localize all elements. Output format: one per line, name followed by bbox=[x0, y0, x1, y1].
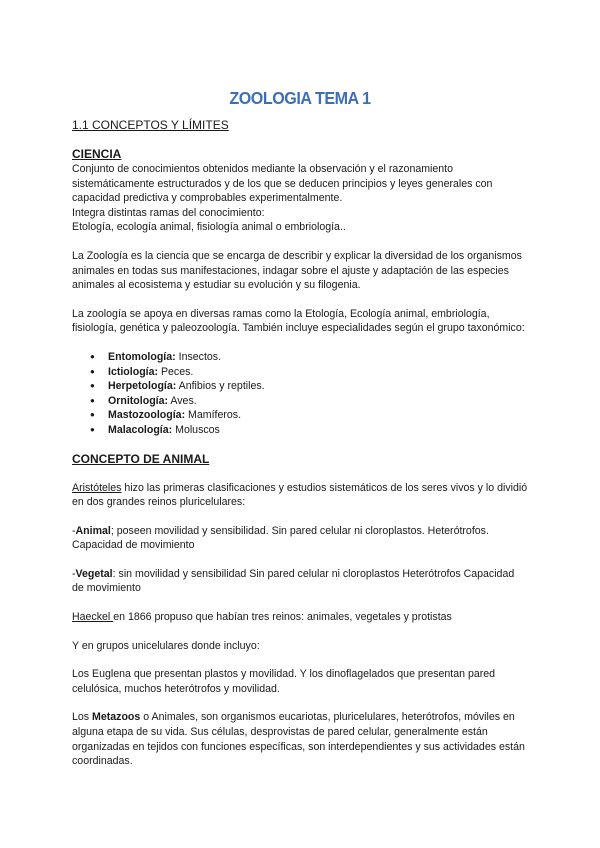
definition-line: Conjunto de conocimientos obtenidos mediante la observación y el razonamiento bbox=[72, 163, 454, 175]
specialty-desc: Peces. bbox=[158, 365, 194, 378]
ciencia-definition bbox=[72, 162, 528, 235]
heading-ciencia: CIENCIA bbox=[72, 147, 122, 161]
animal-paragraph bbox=[72, 524, 528, 553]
specialty-name: Entomología: bbox=[108, 350, 176, 363]
specialty-name: Malacología: bbox=[108, 423, 173, 436]
vegetal-prefix: - bbox=[72, 567, 76, 580]
list-item bbox=[90, 408, 528, 423]
definition-line: capacidad predictiva y comprobables experimentalmente. bbox=[72, 192, 343, 205]
metazoos-paragraph bbox=[72, 710, 528, 768]
animal-text: ; poseen movilidad y sensibilidad. Sin pared celular ni cloroplastos. Heterótrofos. Capacidad de movimiento bbox=[72, 524, 489, 552]
zoology-definition: La Zoología es la ciencia que se encarga de describir y explicar la diversidad de los organismos animales en todas sus manifestaciones, indagar sobre el ajuste y adaptación de las especies animales al ecosistema y estudiar su evolución y su filogenia. bbox=[72, 249, 522, 292]
aristoteles-paragraph bbox=[72, 481, 528, 510]
definition-line: Etología, ecología animal, fisiología animal o embriología.. bbox=[72, 221, 346, 234]
animal-prefix: - bbox=[72, 524, 76, 537]
specialty-desc: Mamíferos. bbox=[185, 409, 242, 422]
section-subtitle: 1.1 CONCEPTOS Y LÍMITES bbox=[72, 118, 229, 132]
document-title: ZOOLOGIA TEMA 1 bbox=[229, 88, 371, 108]
specialty-name: Herpetología: bbox=[108, 380, 177, 393]
specialty-name: Mastozoología: bbox=[108, 409, 186, 422]
branches-intro: La zoología se apoya en diversas ramas como la Etología, Ecología animal, embriología, fisiología, genética y paleozoología. También incluye especialidades según el grupo taxonómico: bbox=[72, 307, 525, 335]
animal-term: Animal bbox=[75, 524, 111, 537]
metazoos-text: o Animales, son organismos eucariotas, pluricelulares, heterótrofos, móviles en alguna etapa de su vida. Sus células, desprovistas de pared celular, generalmente están organizadas en tejidos con funciones específicas, son interdependientes y sus actividades están coordinadas. bbox=[72, 711, 525, 768]
specialty-desc: Moluscos bbox=[172, 423, 220, 436]
aristoteles-text: hizo las primeras clasificaciones y estudios sistemáticos de los seres vivos y lo dividió en dos grandes reinos pluricelulares: bbox=[72, 481, 528, 509]
list-item bbox=[90, 394, 528, 409]
definition-line: Integra distintas ramas del conocimiento: bbox=[72, 206, 265, 219]
list-item bbox=[90, 365, 528, 380]
haeckel-text: en 1866 propuso que habían tres reinos: animales, vegetales y protistas bbox=[113, 611, 452, 624]
vegetal-text: : sin movilidad y sensibilidad Sin pared celular ni cloroplastos Heterótrofos Capacidad de movimiento bbox=[72, 567, 515, 595]
heading-concepto-animal: CONCEPTO DE ANIMAL bbox=[72, 451, 210, 466]
specialties-list bbox=[72, 350, 528, 438]
euglena-paragraph: Los Euglena que presentan plastos y movilidad. Y los dinoflagelados que presentan pared celulósica, muchos heterótrofos y movilidad. bbox=[72, 668, 496, 695]
specialty-name: Ictiología: bbox=[108, 365, 159, 378]
list-item bbox=[90, 350, 528, 365]
specialty-desc: Anfibios y reptiles. bbox=[176, 380, 265, 393]
haeckel-name: Haeckel bbox=[72, 611, 114, 624]
specialty-desc: Insectos. bbox=[175, 350, 222, 363]
document-body bbox=[72, 118, 528, 783]
specialty-desc: Aves. bbox=[168, 394, 197, 407]
metazoos-term: Metazoos bbox=[92, 711, 141, 724]
aristoteles-name: Aristóteles bbox=[72, 481, 122, 494]
specialty-name: Ornitología: bbox=[108, 394, 169, 407]
vegetal-paragraph bbox=[72, 567, 528, 596]
list-item bbox=[90, 423, 528, 438]
haeckel-paragraph bbox=[72, 610, 528, 625]
unicelulares-paragraph: Y en grupos unicelulares donde incluyo: bbox=[72, 639, 260, 652]
list-item bbox=[90, 379, 528, 394]
definition-line: sistemáticamente estructurados y de los que se deducen principios y leyes generales con bbox=[72, 177, 493, 190]
metazoos-pre: Los bbox=[72, 711, 93, 724]
vegetal-term: Vegetal bbox=[75, 567, 113, 580]
